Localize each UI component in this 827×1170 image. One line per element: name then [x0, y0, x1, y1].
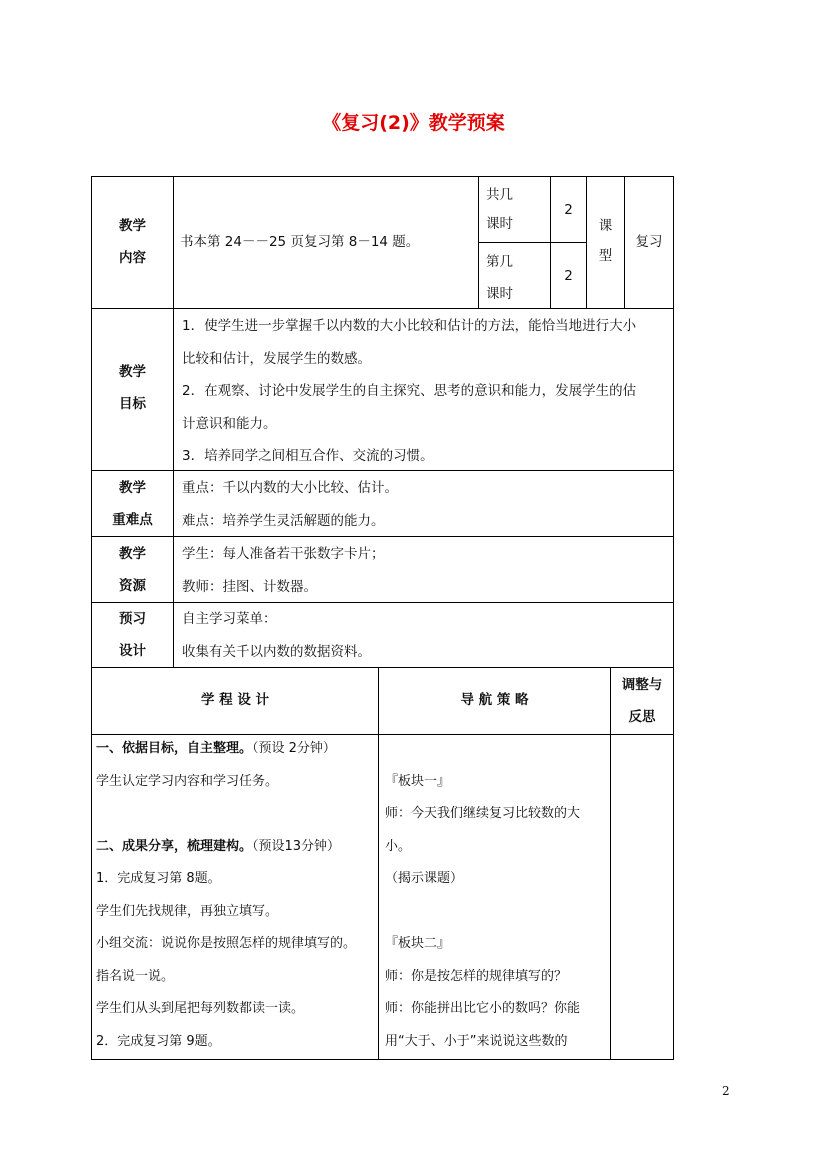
strategy-line: [385, 733, 609, 766]
lesson-no-label: 第几 课时: [486, 254, 513, 302]
table-border: [550, 176, 551, 308]
strategy-header: 导 航 策 略: [460, 692, 529, 708]
resources-text: [174, 538, 673, 603]
goals-text: [174, 310, 673, 473]
preview-label: 预习 设计: [119, 611, 146, 659]
process-line: 二、成果分享，梳理建构。（预设13分钟）: [96, 838, 341, 854]
strategy-line: （揭示课题）: [385, 871, 464, 886]
table-border: [91, 308, 674, 309]
strategy-line: 用“大于、小于”来说说这些数的: [385, 1033, 568, 1049]
goal-line: 计意识和能力。: [182, 415, 277, 432]
table-border: [378, 667, 379, 1059]
preview-text: [174, 603, 673, 668]
strategy-lines: [385, 733, 609, 1058]
goals-label: 教学 目标: [119, 364, 146, 412]
strategy-line: 『板块二』: [385, 936, 451, 951]
process-line: 一、依据目标，自主整理。（预设 2分钟）: [96, 741, 336, 756]
table-border: [478, 242, 586, 243]
goal-line: 2．在观察、讨论中发展学生的自主探究、思考的意识和能力，发展学生的估: [182, 383, 637, 399]
key-points-text: [174, 472, 673, 537]
strategy-line: 『板块一』: [385, 773, 451, 789]
page-title: 《复习(2)》教学预案: [322, 112, 505, 134]
resource-line: 教师：挂图、计数器。: [182, 578, 317, 595]
preview-line: 自主学习菜单：: [182, 611, 277, 627]
page-number: 2: [722, 1084, 730, 1098]
table-border: [478, 176, 479, 308]
total-lessons-value: 2: [564, 202, 573, 218]
preview-line: 收集有关千以内数的数据资料。: [182, 643, 371, 660]
process-line: [96, 798, 378, 831]
process-line: 学生们从头到尾把每列数都读一读。: [96, 1001, 305, 1016]
content-text: 书本第 24－－25 页复习第 8－14 题。: [180, 234, 420, 250]
process-line: 1．完成复习第 8题。: [96, 871, 221, 886]
process-line: 小组交流：说说你是按照怎样的规律填写的。: [96, 936, 357, 951]
strategy-line: 小。: [385, 838, 412, 854]
process-line: 学生认定学习内容和学习任务。: [96, 773, 279, 789]
key-point-line: 重点：千以内数的大小比较、估计。: [182, 480, 398, 496]
process-line: 指名说一说。: [96, 968, 175, 984]
strategy-line: 师：你是按怎样的规律填写的？: [385, 968, 568, 984]
goal-line: 比较和估计，发展学生的数感。: [182, 350, 371, 367]
goal-line: 3．培养同学之间相互合作、交流的习惯。: [182, 448, 434, 464]
table-border: [91, 1059, 674, 1060]
type-value: 复习: [635, 234, 663, 250]
process-steps: [96, 733, 378, 1058]
process-line: 2．完成复习第 9题。: [96, 1033, 221, 1049]
key-points-label: 教学 重难点: [112, 480, 153, 528]
content-label: 教学 内容: [119, 218, 146, 266]
strategy-line: [385, 896, 609, 929]
lesson-no-value: 2: [564, 268, 573, 284]
reflection-header: 调整与 反思: [621, 677, 663, 725]
process-design-header: 学 程 设 计: [200, 692, 270, 708]
type-label: 课 型: [598, 218, 613, 264]
strategy-line: 师：你能拼出比它小的数吗？你能: [385, 1001, 581, 1016]
total-lessons-label: 共几 课时: [486, 187, 513, 232]
strategy-line: 师：今天我们继续复习比较数的大: [385, 806, 581, 821]
goal-line: 1．使学生进一步掌握千以内数的大小比较和估计的方法，能恰当地进行大小: [182, 318, 637, 334]
process-line: 学生们先找规律，再独立填写。: [96, 903, 279, 919]
key-point-line: 难点：培养学生灵活解题的能力。: [182, 512, 385, 529]
resources-label: 教学 资源: [119, 546, 146, 594]
resource-line: 学生：每人准备若干张数字卡片；: [182, 546, 385, 562]
table-border: [673, 176, 674, 1060]
